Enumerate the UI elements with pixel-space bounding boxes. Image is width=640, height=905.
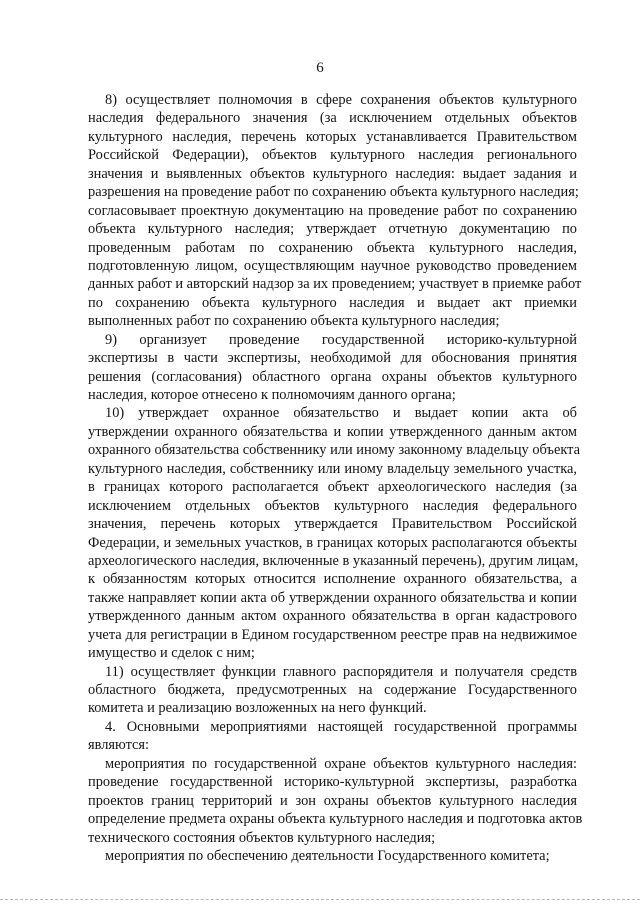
text-line: имущество и сделок с ним;: [88, 645, 255, 662]
paragraph: [88, 718, 577, 755]
text-line: по сохранению объекта культурного наследия и выдает акт приемки: [88, 294, 577, 311]
text-line: определение предмета охраны объекта культурного наследия и подготовка актов: [88, 811, 583, 828]
text-line: наследия федерального значения (за исключением отдельных объектов: [88, 110, 577, 127]
text-line: технического состояния объектов культурного наследия;: [88, 829, 436, 846]
text-line: являются:: [88, 737, 150, 754]
text-line: мероприятия по государственной охране объектов культурного наследия:: [105, 755, 577, 772]
text-line: утверждении охранного обязательства и копии утвержденного данным актом: [88, 423, 577, 440]
text-line: в границах которого располагается объект археологического наследия (за: [88, 479, 577, 496]
page-bottom-edge: [0, 899, 640, 900]
text-line: Федерации, и земельных участков, в границах которых располагаются объекты: [88, 534, 577, 551]
text-line: выполненных работ по сохранению объекта культурного наследия;: [88, 313, 500, 330]
text-line: археологического наследия, включенные в указанный перечень), другим лицам,: [88, 552, 579, 569]
text-line: 4. Основными мероприятиями настоящей государственной программы: [105, 718, 577, 735]
text-line: учета для регистрации в Едином государственном реестре прав на недвижимое: [88, 626, 577, 643]
text-line: решения (согласования) областного органа охраны объектов культурного: [88, 368, 577, 385]
text-line: согласовывает проектную документацию на проведение работ по сохранению: [88, 202, 577, 219]
text-line: проведенным работам по сохранению объекта культурного наследия,: [88, 239, 577, 256]
text-line: наследия, которое отнесено к полномочиям данного органа;: [88, 387, 456, 403]
text-line: объекта культурного наследия; утверждает отчетную документацию по: [88, 221, 577, 238]
paragraph: [88, 91, 582, 331]
text-line: культурного наследия, собственнику или иному владельцу земельного участка,: [88, 460, 577, 477]
text-line: экспертизы в части экспертизы, необходимой для обоснования принятия: [88, 350, 577, 367]
text-line: к обязанностям которых относится исполнение охранного обязательства, а: [88, 571, 577, 588]
text-line: 10) утверждает охранное обязательство и выдает копии акта об: [105, 405, 577, 422]
text-line: значения, перечень которых утверждается Правительством Российской: [88, 516, 577, 533]
text-line: подготовленную лицом, осуществляющим научное руководство проведением: [88, 257, 577, 274]
paragraph: [88, 663, 577, 718]
text-line: мероприятия по обеспечению деятельности Государственного комитета;: [105, 847, 550, 864]
text-line: 9) организует проведение государственной историко-культурной: [105, 331, 577, 348]
text-line: утвержденного данным актом охранного обязательства в орган кадастрового: [88, 608, 577, 625]
paragraph: [88, 755, 583, 847]
text-line: проектов границ территорий и зон охраны объектов культурного наследия: [88, 792, 577, 809]
paragraph: [88, 847, 577, 865]
text-line: исключением отдельных объектов культурного наследия федерального: [88, 497, 577, 514]
text-line: также направляет копии акта об утверждении охранного обязательства и копии: [88, 589, 577, 606]
text-line: охранного обязательства собственнику или иному законному владельцу объекта: [88, 442, 580, 459]
text-line: данных работ и авторский надзор за их проведением; участвует в приемке работ: [88, 276, 582, 293]
text-line: 8) осуществляет полномочия в сфере сохранения объектов культурного: [105, 92, 577, 108]
paragraph: [88, 331, 577, 405]
text-line: комитета и реализацию возложенных на него функций.: [88, 700, 427, 717]
text-line: проведение государственной историко-культурной экспертизы, разработка: [88, 774, 577, 791]
document-body: [88, 91, 583, 865]
text-line: 11) осуществляет функции главного распорядителя и получателя средств: [105, 663, 577, 680]
paragraph: [88, 404, 580, 662]
text-line: областного бюджета, предусмотренных на содержание Государственного: [88, 682, 577, 698]
text-line: разрешения на проведение работ по сохранению объекта культурного наследия;: [88, 184, 579, 201]
text-line: Российской Федерации), объектов культурного наследия регионального: [88, 147, 577, 164]
page-number: 6: [316, 60, 324, 76]
text-line: культурного наследия, перечень которых устанавливается Правительством: [88, 128, 577, 145]
text-line: значения и выявленных объектов культурного наследия: выдает задания и: [88, 165, 577, 182]
